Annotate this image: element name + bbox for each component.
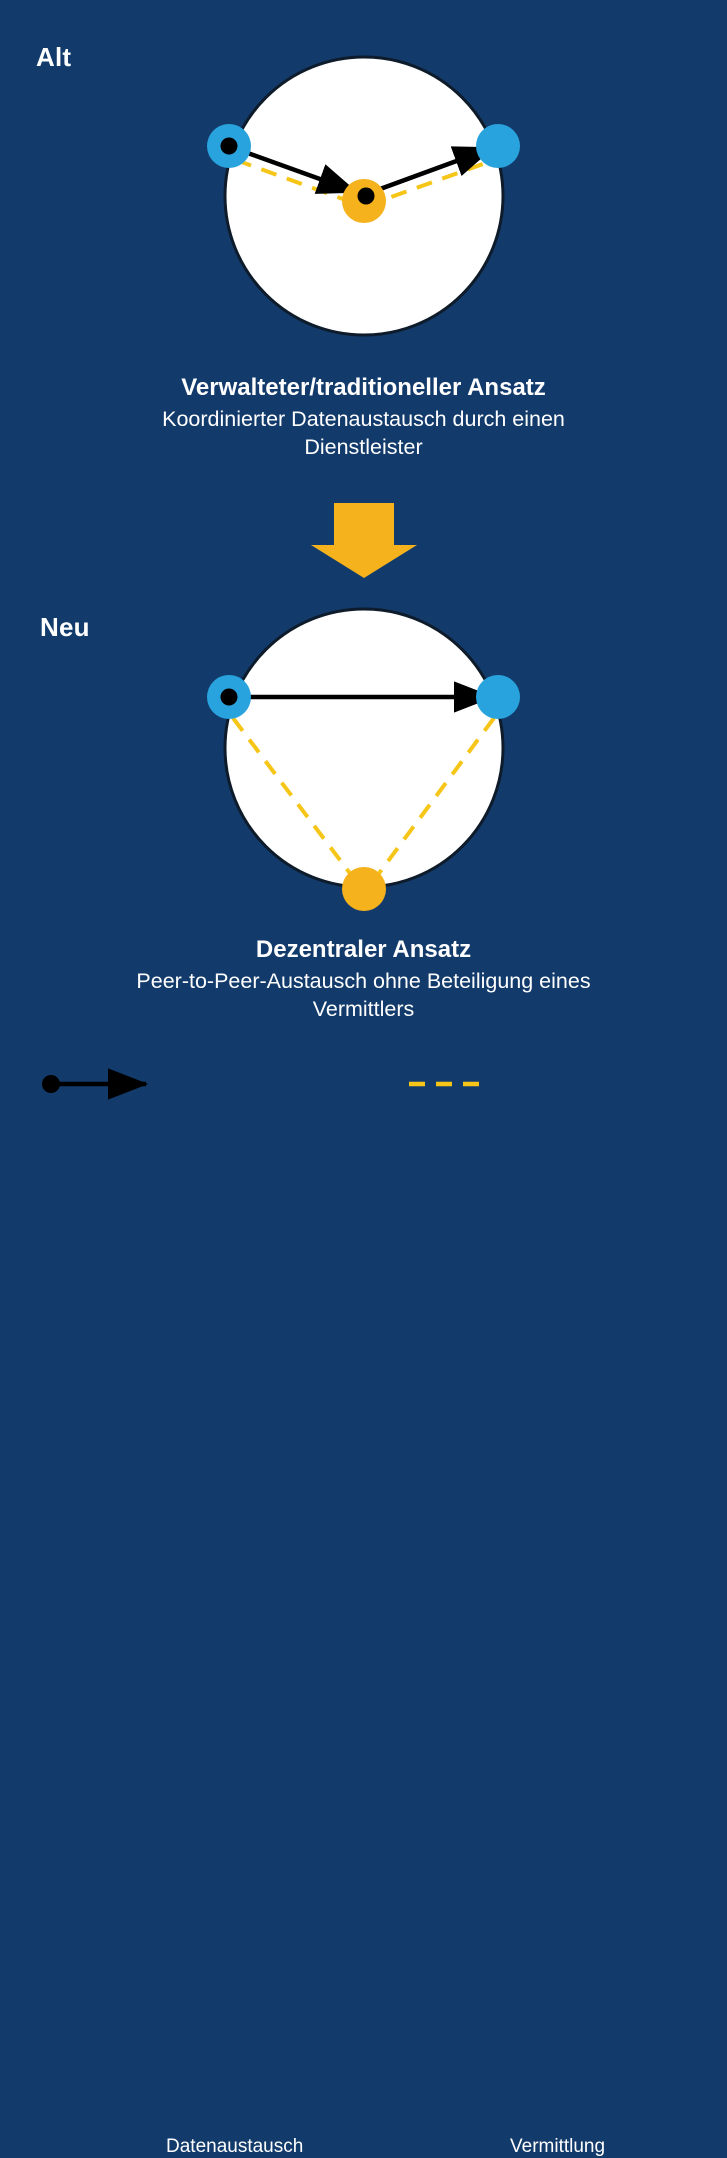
caption-top-subtitle-line2: Dienstleister bbox=[304, 435, 423, 460]
caption-top-subtitle-line1: Koordinierter Datenaustausch durch einen bbox=[162, 406, 565, 431]
section-label-new: Neu bbox=[40, 612, 90, 642]
circle-boundary-icon-bottom bbox=[225, 609, 503, 887]
caption-bottom-title: Dezentraler Ansatz bbox=[255, 936, 472, 963]
peer-node-core-left bbox=[221, 138, 238, 155]
peer-node-core-bottom-left bbox=[221, 689, 238, 706]
diagram-decentralized-approach bbox=[207, 609, 520, 911]
intermediary-node-icon-bottom bbox=[342, 867, 386, 911]
caption-top-title: Verwalteter/traditioneller Ansatz bbox=[181, 374, 546, 401]
peer-node-icon-bottom-right bbox=[476, 675, 520, 719]
legend bbox=[0, 1062, 727, 2157]
intermediary-node-core bbox=[358, 188, 375, 205]
peer-node-icon-right bbox=[476, 124, 520, 168]
caption-decentralized-approach bbox=[0, 936, 727, 1024]
caption-bottom-subtitle-line2: Vermittlers bbox=[312, 997, 415, 1022]
down-arrow-icon bbox=[311, 503, 417, 578]
caption-managed-approach bbox=[0, 374, 727, 462]
legend-label-data-exchange: Datenaustausch bbox=[166, 2136, 304, 2157]
section-label-old: Alt bbox=[36, 42, 72, 72]
diagram-managed-approach bbox=[207, 57, 520, 335]
legend-label-mediation: Vermittlung bbox=[510, 2136, 606, 2157]
caption-bottom-subtitle-line1: Peer-to-Peer-Austausch ohne Beteiligung eines bbox=[136, 968, 591, 993]
